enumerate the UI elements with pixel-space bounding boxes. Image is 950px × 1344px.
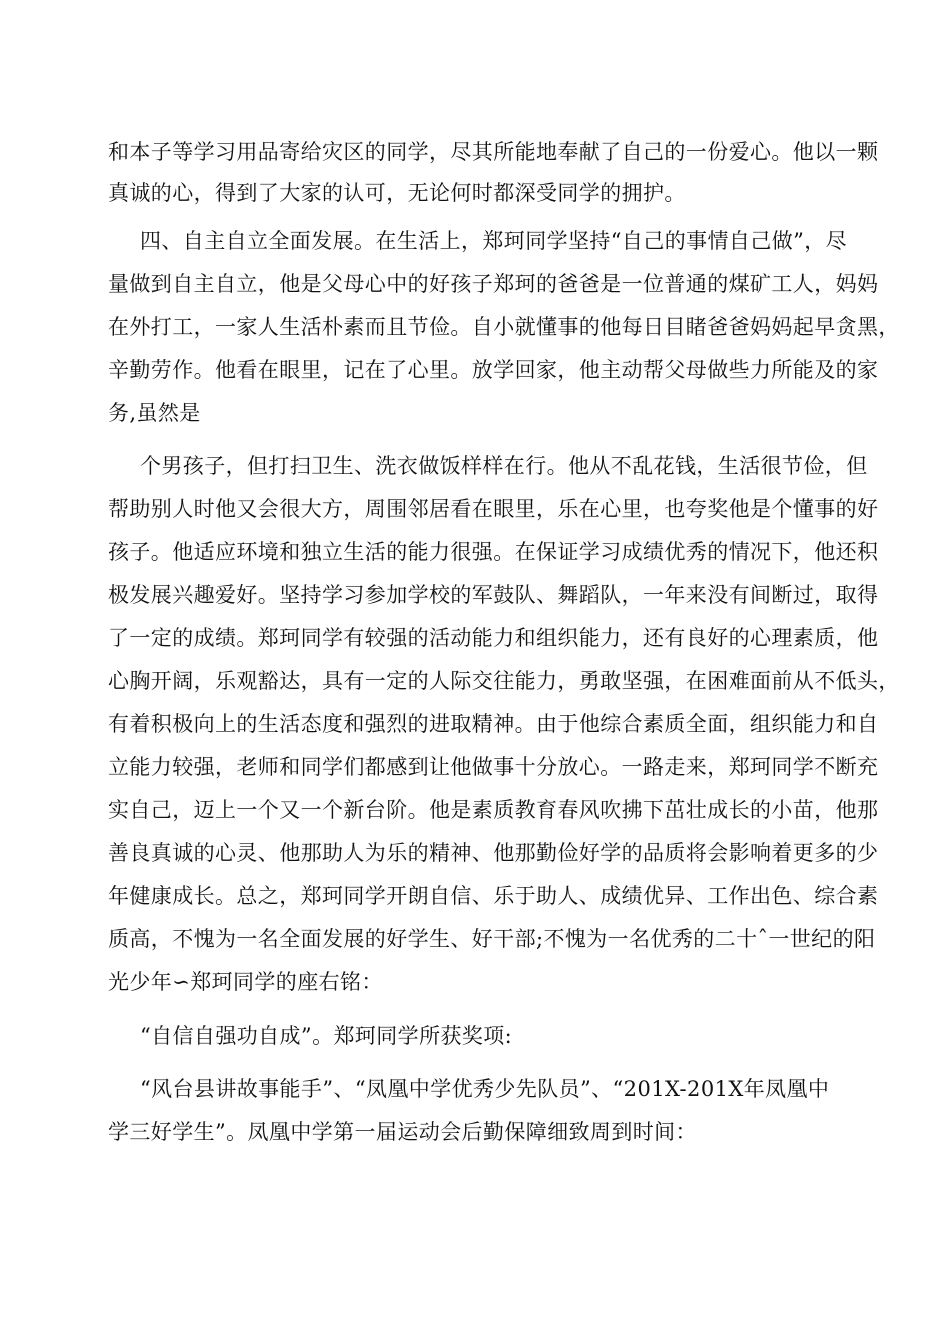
- body-text-line: 立能力较强，老师和同学们都感到让他做事十分放心。一路走来，郑珂同学不断充: [108, 755, 879, 779]
- body-text-line: 极发展兴趣爱好。坚持学习参加学校的军鼓队、舞蹈队，一年来没有间断过，取得: [108, 583, 879, 607]
- body-text-line: 在外打工，一家人生活朴素而且节俭。自小就懂事的他每日目睹爸爸妈妈起早贪黑，: [108, 315, 900, 339]
- body-text-line: 年健康成长。总之，郑珂同学开朗自信、乐于助人、成绩优异、工作出色、综合素: [108, 884, 879, 908]
- awards-line: “风台县讲故事能手”、“凤凰中学优秀少先队员”、“201X-201X年凤凰中: [140, 1077, 830, 1101]
- paragraph-start-line: 个男孩子，但打扫卫生、洗衣做饭样样在行。他从不乱花钱，生活很节俭，但: [140, 454, 868, 478]
- body-text-line: 质高，不愧为一名全面发展的好学生、好干部;不愧为一名优秀的二十ˆ一世纪的阳: [108, 927, 876, 951]
- body-text-line: 量做到自主自立，他是父母心中的好孩子郑珂的爸爸是一位普通的煤矿工人，妈妈: [108, 272, 879, 296]
- body-text-line: 善良真诚的心灵、他那助人为乐的精神、他那勤俭好学的品质将会影响着更多的少: [108, 841, 879, 865]
- motto-line: “自信自强功自成”。郑珂同学所获奖项:: [140, 1024, 513, 1048]
- body-text-line: 学三好学生”。凤凰中学第一届运动会后勤保障细致周到时间：: [108, 1120, 697, 1144]
- body-text-line: 了一定的成绩。郑珂同学有较强的活动能力和组织能力，还有良好的心理素质，他: [108, 626, 879, 650]
- body-text-line: 务,虽然是: [108, 401, 201, 425]
- body-text-line: 和本子等学习用品寄给灾区的同学，尽其所能地奉献了自己的一份爱心。他以一颗: [108, 140, 879, 164]
- body-text-line: 心胸开阔，乐观豁达，具有一定的人际交往能力，勇敢坚强，在困难面前从不低头，: [108, 669, 900, 693]
- body-text-line: 真诚的心，得到了大家的认可，无论何时都深受同学的拥护。: [108, 181, 686, 205]
- body-text-line: 辛勤劳作。他看在眼里，记在了心里。放学回家，他主动帮父母做些力所能及的家: [108, 358, 879, 382]
- body-text-line: 有着积极向上的生活态度和强烈的进取精神。由于他综合素质全面，组织能力和自: [108, 712, 879, 736]
- section-heading-line: 四、自主自立全面发展。在生活上，郑珂同学坚持“自己的事情自己做”，尽: [140, 229, 848, 253]
- body-text-line: 实自己，迈上一个又一个新台阶。他是素质教育春风吹拂下茁壮成长的小苗，他那: [108, 798, 879, 822]
- body-text-line: 帮助别人时他又会很大方，周围邻居看在眼里，乐在心里，也夸奖他是个懂事的好: [108, 497, 879, 521]
- body-text-line: 光少年∽郑珂同学的座右铭：: [108, 970, 383, 994]
- body-text-line: 孩子。他适应环境和独立生活的能力很强。在保证学习成绩优秀的情况下，他还积: [108, 540, 879, 564]
